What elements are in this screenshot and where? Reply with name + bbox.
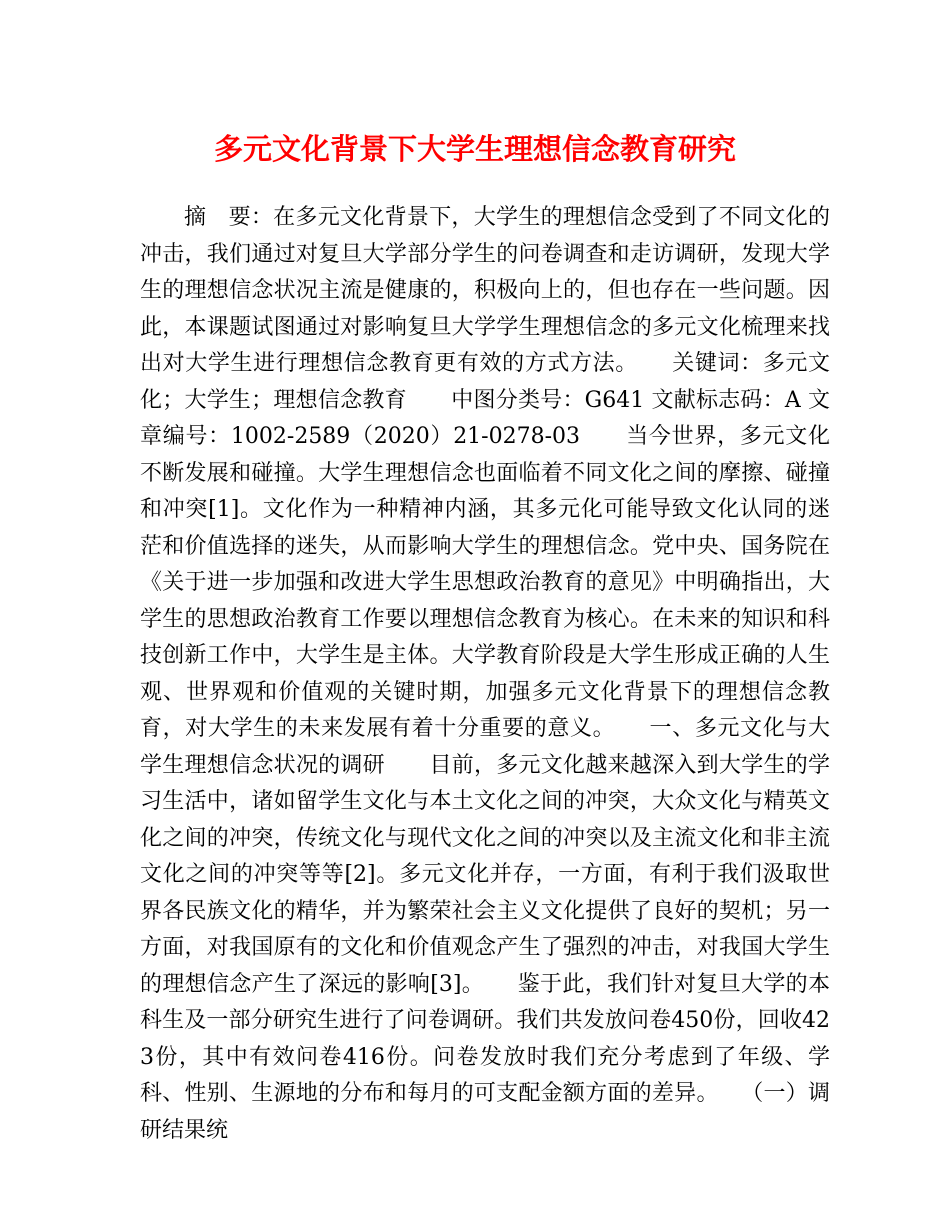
document-title: 多元文化背景下大学生理想信念教育研究 (213, 132, 736, 166)
document-body: 摘 要：在多元文化背景下，大学生的理想信念受到了不同文化的冲击，我们通过对复旦大学部分学生的问卷调查和走访调研，发现大学生的理想信念状况主流是健康的，积极向上的，但也存在一些问题。因此，本课题试图通过对影响复旦大学学生理想信念的多元文化梳理来找出对大学生进行理想信念教育更有效的方式方法。 关键词：多元文化；大学生；理想信念教育 中图分类号：G641 文献标志码：A 文章编号：1002-2589（2020）21-0278-03 当今世界，多元文化不断发展和碰撞。大学生理想信念也面临着不同文化之间的摩擦、碰撞和冲突[1]。文化作为一种精神内涵，其多元化可能导致文化认同的迷茫和价值选择的迷失，从而影响大学生的理想信念。党中央、国务院在《关于进一步加强和改进大学生思想政治教育的意见》中明确指出，大学生的思想政治教育工作要以理想信念教育为核心。在未来的知识和科技创新工作中，大学生是主体。大学教育阶段是大学生形成正确的人生观、世界观和价值观的关键时期，加强多元文化背景下的理想信念教育，对大学生的未来发展有着十分重要的意义。 一、多元文化与大学生理想信念状况的调研 目前，多元文化越来越深入到大学生的学习生活中，诸如留学生文化与本土文化之间的冲突，大众文化与精英文化之间的冲突，传统文化与现代文化之间的冲突以及主流文化和非主流文化之间的冲突等等[2]。多元文化并存，一方面，有利于我们汲取世界各民族文化的精华，并为繁荣社会主义文化提供了良好的契机；另一方面，对我国原有的文化和价值观念产生了强烈的冲击，对我国大学生的理想信念产生了深远的影响[3]。 鉴于此，我们针对复旦大学的本科生及一部分研究生进行了问卷调研。我们共发放问卷450份，回收423份，其中有效问卷416份。问卷发放时我们充分考虑到了年级、学科、性别、生源地的分布和每月的可支配金额方面的差异。 （一）调研结果统 (140, 205, 830, 1143)
